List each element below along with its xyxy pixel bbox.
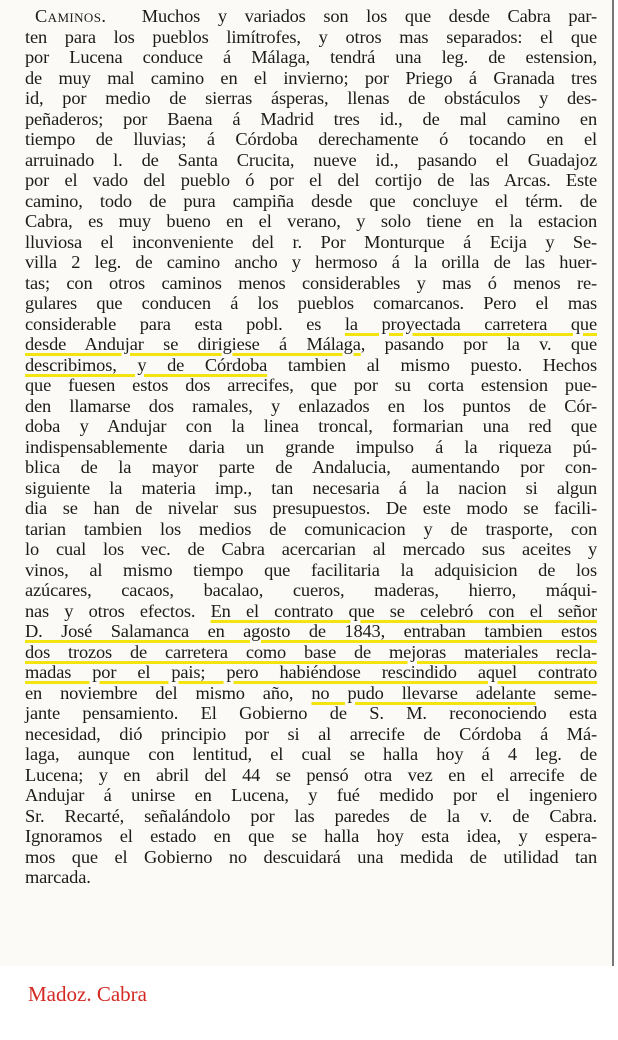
text-line: id, por medio de sierras ásperas, llenas de obstáculos y des- [25, 88, 597, 108]
text-line: Andujar á unirse en Lucena, y fué medido por el ingeniero [25, 785, 597, 805]
highlighted-text: En el contrato que se celebró con el señor [210, 600, 597, 621]
highlighted-text: no pudo llevarse adelante [311, 682, 536, 703]
text-line [25, 642, 597, 663]
text-line: mos que el Gobierno no descuidará una medida de utilidad tan [25, 846, 597, 867]
text-line: villa 2 leg. de camino ancho y hermoso á la orilla de las huer- [25, 252, 597, 272]
text-line: siguiente la materia imp., tan necesaria á la nacion si algun [25, 477, 597, 498]
highlighted-text: desde Andujar se dirigiese á Málaga [25, 334, 361, 354]
text-line: indispensablemente daria un grande impulso á la riqueza pú- [25, 436, 597, 457]
text-line: por Lucena conduce á Málaga, tendrá una leg. de estension, [25, 47, 597, 67]
text-line: considerable para esta pobl. es la proyectada carretera que [25, 313, 597, 334]
text-line: arruinado l. de Santa Crucita, nueve id., pasando el Guadajoz [25, 149, 597, 170]
text-line: en noviembre del mismo año, no pudo llevarse adelante seme- [25, 682, 597, 703]
highlighted-text: dos trozos de carretera como base de mejoras materiales recla- [25, 641, 597, 662]
text-line: dia se han de nivelar sus presupuestos. De este modo se facili- [25, 498, 597, 518]
text-line: vinos, al mismo tiempo que facilitaria la adquisicion de los [25, 559, 597, 580]
text-line: lluviosa el inconveniente del r. Por Monturque á Ecija y Se- [25, 231, 597, 252]
text-line: laga, aunque con lentitud, el cual se halla hoy á 4 leg. de [25, 744, 597, 764]
text-line: blica de la mayor parte de Andalucia, aumentando por con- [25, 457, 597, 477]
text-line: doba y Andujar con la linea troncal, formarian una red que [25, 416, 597, 436]
text-line: desde Andujar se dirigiese á Málaga, pasando por la v. que [25, 334, 597, 354]
highlighted-text: madas por el pais; pero habiéndose rescindido aquel contrato [25, 662, 597, 682]
text-line: Sr. Recarté, señalándolo por las paredes de la v. de Cabra. [25, 805, 597, 826]
text-line: por el vado del pueblo ó por el del cortijo de las Arcas. Este [25, 170, 597, 190]
text-line: que fuesen estos dos arrecifes, que por su corta estension pue- [25, 375, 597, 395]
text-line: den llamarse dos ramales, y enlazados en los puntos de Cór- [25, 395, 597, 416]
highlighted-text: D. José Salamanca en agosto de 1843, entraban tambien estos [25, 621, 597, 641]
text-line: nas y otros efectos. En el contrato que se celebró con el señor [25, 600, 597, 621]
text-line: azúcares, cacaos, bacalao, cueros, maderas, hierro, máqui- [25, 580, 597, 600]
text-line: Ignoramos el estado en que se halla hoy esta idea, y espera- [25, 826, 597, 846]
text-line: Caminos. Muchos y variados son los que desde Cabra par- [35, 6, 597, 26]
text-line: describimos, y de Córdoba tambien al mismo puesto. Hechos [25, 354, 597, 375]
section-heading: Caminos. [35, 6, 107, 26]
text-line: tarian tambien los medios de comunicacion y de trasporte, con [25, 518, 597, 539]
text-line: ten para los pueblos limítrofes, y otros mas separados: el que [25, 26, 597, 47]
text-line: lo cual los vec. de Cabra acercarian al mercado sus aceites y [25, 539, 597, 559]
document-text [25, 6, 597, 888]
text-line: gulares que conducen á los pueblos comarcanos. Pero el mas [25, 293, 597, 313]
source-caption: Madoz. Cabra [28, 982, 147, 1006]
text-line: tiempo de lluvias; á Córdoba derechamente ó tocando en el [25, 129, 597, 149]
text-line [25, 662, 597, 683]
text-line: peñaderos; por Baena á Madrid tres id., de mal camino en [25, 108, 597, 129]
highlighted-text: describimos, y de Córdoba [25, 354, 268, 375]
text-line: marcada. [25, 867, 91, 887]
text-line: camino, todo de pura campiña desde que concluye el térm. de [25, 190, 597, 211]
text-line: necesidad, dió principio por si al arrecife de Córdoba á Má- [25, 723, 597, 744]
text-line: Lucena; y en abril del 44 se pensó otra vez en el arrecife de [25, 764, 597, 785]
text-line: de muy mal camino en el invierno; por Priego á Granada tres [25, 67, 597, 88]
text-line: Cabra, es muy bueno en el verano, y solo tiene en la estacion [25, 211, 597, 231]
highlighted-text: la proyectada carretera que [344, 313, 597, 334]
text-line: jante pensamiento. El Gobierno de S. M. reconociendo esta [25, 703, 597, 723]
text-line [25, 621, 597, 642]
text-line: tas; con otros caminos menos considerables y mas ó menos re- [25, 272, 597, 293]
